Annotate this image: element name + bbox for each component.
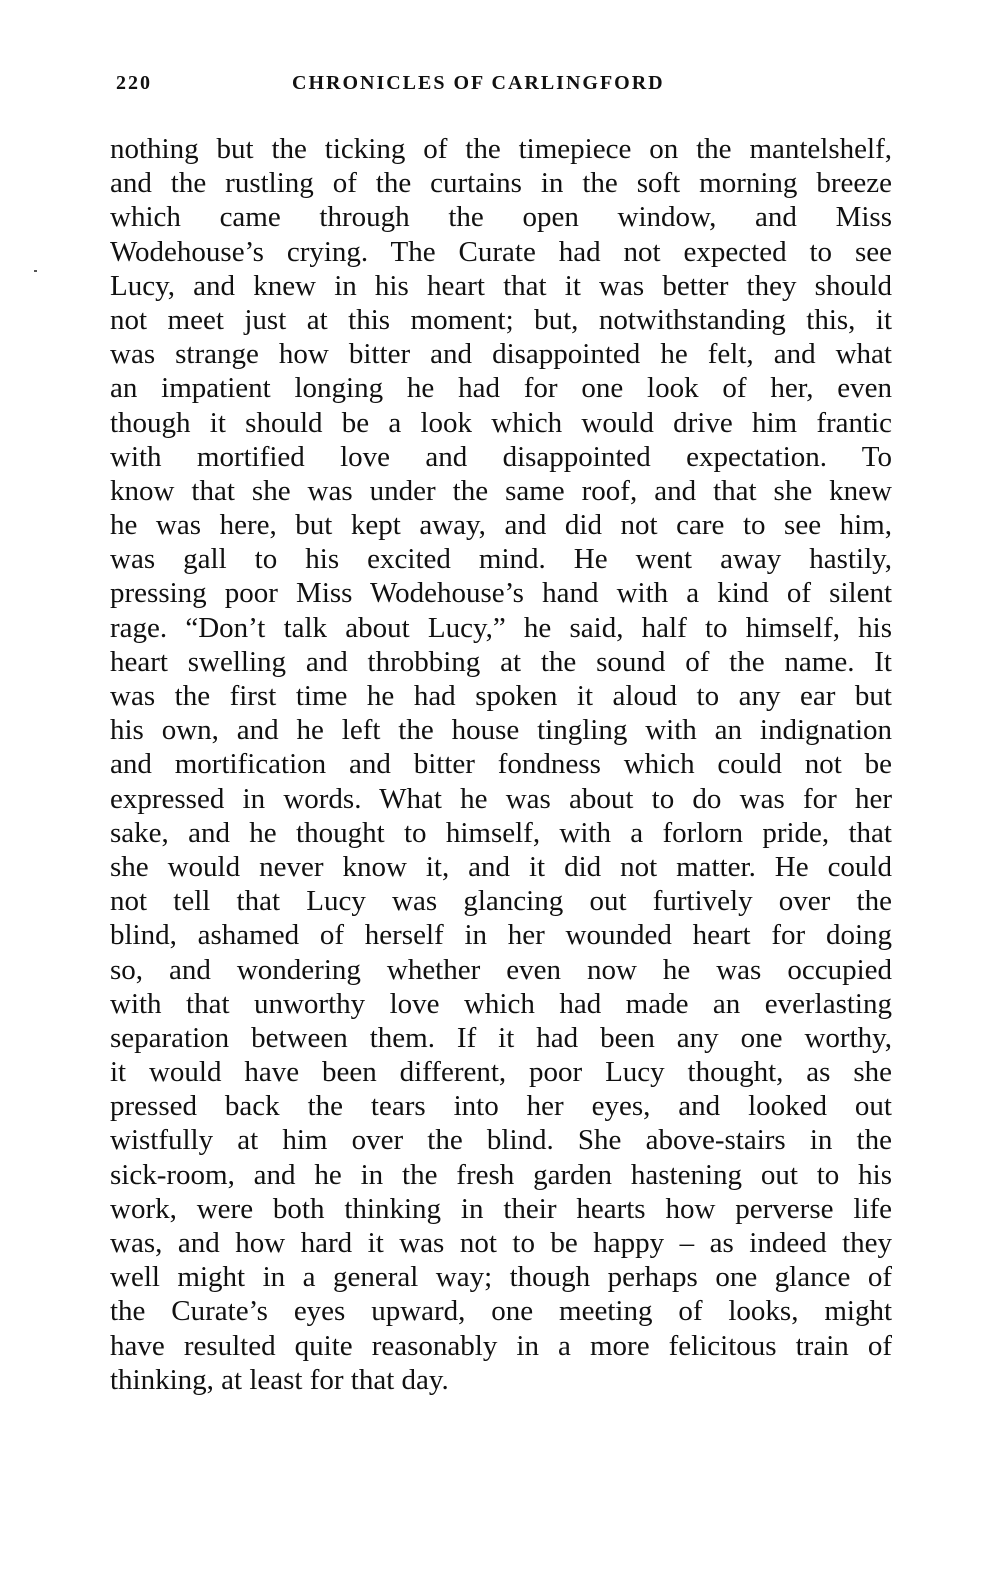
text-line: thinking, at least for that day. [110, 1363, 449, 1396]
stray-ink-mark [34, 270, 37, 272]
text-line: sake, and he thought to himself, with a forlorn pride, that [110, 816, 892, 849]
text-line: with mortified love and disappointed expectation. To [110, 440, 892, 473]
text-line: pressing poor Miss Wodehouse’s hand with a kind of silent [110, 577, 892, 610]
body-text [110, 132, 892, 1397]
text-line: Lucy, and knew in his heart that it was better they should [110, 269, 892, 302]
text-line: expressed in words. What he was about to do was for her [110, 782, 892, 815]
running-title: CHRONICLES OF CARLINGFORD [292, 72, 665, 94]
text-line: heart swelling and throbbing at the sound of the name. It [110, 645, 892, 678]
text-line: she would never know it, and it did not matter. He could [110, 850, 892, 883]
text-line: and the rustling of the curtains in the soft morning breeze [110, 167, 892, 200]
text-line: so, and wondering whether even now he was occupied [110, 953, 892, 986]
text-line: pressed back the tears into her eyes, and looked out [110, 1090, 892, 1123]
text-line: was, and how hard it was not to be happy – as indeed they [110, 1227, 892, 1259]
text-line: not meet just at this moment; but, notwithstanding this, it [110, 303, 892, 336]
page-number: 220 [116, 72, 152, 94]
text-line: it would have been different, poor Lucy thought, as she [110, 1056, 892, 1089]
text-line: which came through the open window, and Miss [110, 201, 892, 234]
text-line: sick-room, and he in the fresh garden hastening out to his [110, 1158, 892, 1191]
text-line: with that unworthy love which had made an everlasting [110, 987, 892, 1020]
text-line: work, were both thinking in their hearts how perverse life [110, 1192, 892, 1225]
text-line: and mortification and bitter fondness which could not be [110, 748, 892, 781]
text-line: rage. “Don’t talk about Lucy,” he said, half to himself, his [110, 611, 892, 644]
text-line: though it should be a look which would drive him frantic [110, 406, 892, 439]
text-line: his own, and he left the house tingling with an indignation [110, 714, 892, 747]
text-line: nothing but the ticking of the timepiece on the mantelshelf, [110, 133, 892, 165]
text-line: an impatient longing he had for one look of her, even [110, 372, 892, 405]
text-line: not tell that Lucy was glancing out furtively over the [110, 885, 892, 918]
text-line: separation between them. If it had been any one worthy, [110, 1021, 892, 1054]
text-line: the Curate’s eyes upward, one meeting of looks, might [110, 1295, 892, 1328]
text-line: well might in a general way; though perhaps one glance of [110, 1261, 892, 1294]
text-line: know that she was under the same roof, and that she knew [110, 474, 892, 507]
text-line: he was here, but kept away, and did not care to see him, [110, 509, 892, 542]
text-line: blind, ashamed of herself in her wounded heart for doing [110, 919, 892, 952]
text-line: was the first time he had spoken it aloud to any ear but [110, 680, 892, 712]
text-line: have resulted quite reasonably in a more felicitous train of [110, 1329, 892, 1362]
text-line: was strange how bitter and disappointed he felt, and what [110, 338, 892, 371]
text-line: Wodehouse’s crying. The Curate had not expected to see [110, 235, 892, 268]
text-line: wistfully at him over the blind. She above-stairs in the [110, 1124, 892, 1157]
running-head [116, 72, 896, 106]
text-line: was gall to his excited mind. He went away hastily, [110, 543, 892, 576]
